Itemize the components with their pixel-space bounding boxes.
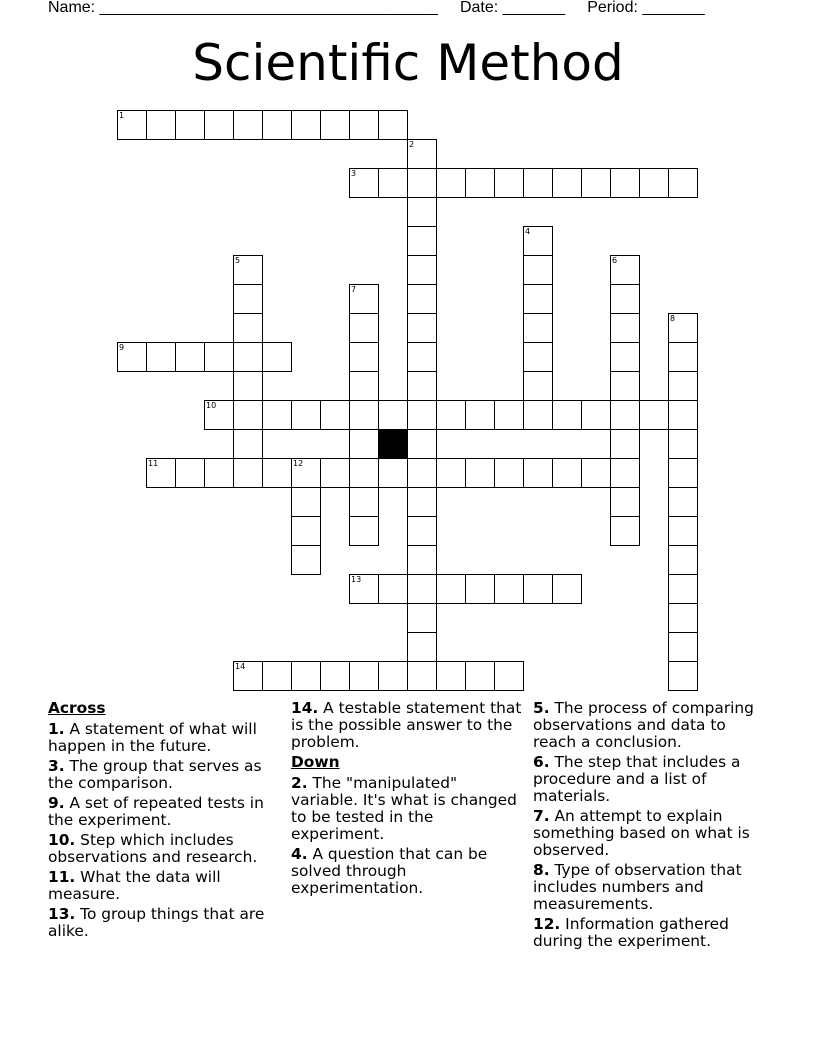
grid-cell[interactable] (552, 168, 582, 198)
grid-cell[interactable] (436, 574, 466, 604)
down-heading: Down (291, 753, 340, 771)
clue-down-4 (291, 846, 527, 897)
grid-cell[interactable] (610, 487, 640, 517)
grid-cell[interactable] (668, 487, 698, 517)
grid-cell[interactable] (407, 284, 437, 314)
cell-clue-number: 7 (351, 285, 357, 294)
grid-cell[interactable] (407, 545, 437, 575)
grid-cell[interactable] (668, 661, 698, 691)
grid-cell[interactable] (668, 429, 698, 459)
grid-cell[interactable] (523, 226, 553, 256)
clue-number: 14. (291, 699, 319, 717)
cell-clue-number: 3 (351, 169, 357, 178)
clue-down-12 (533, 916, 773, 950)
grid-cell[interactable] (146, 342, 176, 372)
grid-cell[interactable] (407, 458, 437, 488)
grid-cell[interactable] (610, 429, 640, 459)
grid-cell[interactable] (465, 661, 495, 691)
grid-cell[interactable] (610, 516, 640, 546)
grid-cell[interactable] (407, 487, 437, 517)
clue-number: 1. (48, 720, 65, 738)
grid-cell[interactable] (465, 458, 495, 488)
grid-cell[interactable] (668, 371, 698, 401)
grid-cell[interactable] (175, 110, 205, 140)
grid-cell[interactable] (436, 168, 466, 198)
clue-down-6 (533, 754, 773, 805)
blocked-cell (378, 429, 408, 459)
grid-cell[interactable] (349, 168, 379, 198)
clues-column-1 (48, 700, 280, 943)
grid-cell[interactable] (610, 371, 640, 401)
grid-cell[interactable] (291, 661, 321, 691)
grid-cell[interactable] (117, 342, 147, 372)
cell-clue-number: 5 (235, 256, 241, 265)
grid-cell[interactable] (407, 255, 437, 285)
grid-cell[interactable] (233, 342, 263, 372)
grid-cell[interactable] (349, 313, 379, 343)
cell-clue-number: 14 (235, 662, 246, 671)
grid-cell[interactable] (407, 139, 437, 169)
clue-text: Type of observation that includes numbers and measurements. (533, 861, 742, 913)
clue-number: 8. (533, 861, 550, 879)
clue-text: To group things that are alike. (48, 905, 265, 940)
grid-cell[interactable] (117, 110, 147, 140)
clue-across-10 (48, 832, 280, 866)
clue-text: Step which includes observations and research. (48, 831, 258, 866)
clue-text: The step that includes a procedure and a list of materials. (533, 753, 741, 805)
grid-cell[interactable] (610, 168, 640, 198)
cell-clue-number: 13 (351, 575, 362, 584)
grid-cell[interactable] (349, 284, 379, 314)
grid-cell[interactable] (262, 458, 292, 488)
grid-cell[interactable] (378, 458, 408, 488)
grid-cell[interactable] (320, 110, 350, 140)
grid-cell[interactable] (668, 603, 698, 633)
grid-cell[interactable] (233, 400, 263, 430)
clue-number: 10. (48, 831, 76, 849)
clue-number: 13. (48, 905, 76, 923)
grid-cell[interactable] (407, 168, 437, 198)
clues-column-2 (291, 700, 527, 900)
grid-cell[interactable] (668, 574, 698, 604)
grid-cell[interactable] (523, 342, 553, 372)
grid-cell[interactable] (581, 458, 611, 488)
grid-cell[interactable] (407, 603, 437, 633)
clue-number: 5. (533, 699, 550, 717)
grid-cell[interactable] (668, 632, 698, 662)
clue-across-1 (48, 721, 280, 755)
grid-cell[interactable] (465, 400, 495, 430)
grid-cell[interactable] (407, 371, 437, 401)
grid-cell[interactable] (291, 400, 321, 430)
grid-cell[interactable] (233, 110, 263, 140)
grid-cell[interactable] (610, 255, 640, 285)
clue-text: What the data will measure. (48, 868, 221, 903)
page-title: Scientific Method (192, 34, 624, 92)
grid-cell[interactable] (494, 400, 524, 430)
clue-text: The "manipulated" variable. It's what is changed to be tested in the experiment. (291, 774, 517, 843)
grid-cell[interactable] (378, 168, 408, 198)
cell-clue-number: 9 (119, 343, 125, 352)
grid-cell[interactable] (465, 168, 495, 198)
grid-cell[interactable] (175, 342, 205, 372)
grid-cell[interactable] (407, 429, 437, 459)
cell-clue-number: 6 (612, 256, 618, 265)
grid-cell[interactable] (320, 661, 350, 691)
name-blank[interactable]: ______________________________________ (99, 0, 438, 16)
grid-cell[interactable] (233, 313, 263, 343)
grid-cell[interactable] (610, 313, 640, 343)
grid-cell[interactable] (407, 516, 437, 546)
grid-cell[interactable] (146, 458, 176, 488)
cell-clue-number: 2 (409, 140, 415, 149)
name-label: Name: (48, 0, 96, 16)
clue-down-8 (533, 862, 773, 913)
grid-cell[interactable] (407, 342, 437, 372)
grid-cell[interactable] (436, 661, 466, 691)
clues-column-3 (533, 700, 773, 953)
cell-clue-number: 8 (670, 314, 676, 323)
grid-cell[interactable] (610, 342, 640, 372)
grid-cell[interactable] (291, 545, 321, 575)
grid-cell[interactable] (349, 371, 379, 401)
clue-across-14 (291, 700, 527, 751)
clue-text: The process of comparing observations and data to reach a conclusion. (533, 699, 754, 751)
grid-cell[interactable] (378, 110, 408, 140)
grid-cell[interactable] (349, 400, 379, 430)
grid-cell[interactable] (233, 661, 263, 691)
grid-cell[interactable] (233, 255, 263, 285)
grid-cell[interactable] (552, 574, 582, 604)
across-heading: Across (48, 699, 106, 717)
date-label: Date: (459, 0, 499, 16)
grid-cell[interactable] (639, 168, 669, 198)
clue-number: 6. (533, 753, 550, 771)
grid-cell[interactable] (204, 342, 234, 372)
grid-cell[interactable] (175, 458, 205, 488)
clue-number: 12. (533, 915, 561, 933)
grid-cell[interactable] (668, 516, 698, 546)
grid-cell[interactable] (262, 400, 292, 430)
grid-cell[interactable] (262, 342, 292, 372)
grid-cell[interactable] (349, 574, 379, 604)
grid-cell[interactable] (668, 458, 698, 488)
grid-cell[interactable] (581, 168, 611, 198)
grid-cell[interactable] (639, 400, 669, 430)
grid-cell[interactable] (291, 516, 321, 546)
clue-across-13 (48, 906, 280, 940)
grid-cell[interactable] (668, 400, 698, 430)
grid-cell[interactable] (204, 458, 234, 488)
grid-cell[interactable] (552, 458, 582, 488)
grid-cell[interactable] (407, 574, 437, 604)
grid-cell[interactable] (204, 400, 234, 430)
grid-cell[interactable] (291, 487, 321, 517)
grid-cell[interactable] (610, 458, 640, 488)
grid-cell[interactable] (407, 632, 437, 662)
clue-text: A testable statement that is the possible answer to the problem. (291, 699, 522, 751)
grid-cell[interactable] (349, 516, 379, 546)
grid-cell[interactable] (465, 574, 495, 604)
clue-across-9 (48, 795, 280, 829)
grid-cell[interactable] (146, 110, 176, 140)
grid-cell[interactable] (523, 458, 553, 488)
grid-cell[interactable] (494, 168, 524, 198)
grid-cell[interactable] (494, 458, 524, 488)
grid-cell[interactable] (407, 661, 437, 691)
clue-down-5 (533, 700, 773, 751)
grid-cell[interactable] (320, 400, 350, 430)
grid-cell[interactable] (349, 661, 379, 691)
clue-text: A set of repeated tests in the experiment. (48, 794, 264, 829)
grid-cell[interactable] (407, 197, 437, 227)
cell-clue-number: 4 (525, 227, 531, 236)
grid-cell[interactable] (581, 400, 611, 430)
grid-cell[interactable] (407, 400, 437, 430)
period-label: Period: (587, 0, 638, 16)
grid-cell[interactable] (523, 284, 553, 314)
cell-clue-number: 10 (206, 401, 217, 410)
clue-text: A statement of what will happen in the future. (48, 720, 257, 755)
grid-cell[interactable] (436, 400, 466, 430)
grid-cell[interactable] (407, 226, 437, 256)
cell-clue-number: 12 (293, 459, 304, 468)
cell-clue-number: 1 (119, 111, 125, 120)
grid-cell[interactable] (668, 342, 698, 372)
grid-cell[interactable] (320, 458, 350, 488)
grid-cell[interactable] (233, 458, 263, 488)
grid-cell[interactable] (523, 313, 553, 343)
clue-number: 11. (48, 868, 76, 886)
grid-cell[interactable] (523, 255, 553, 285)
grid-cell[interactable] (204, 110, 234, 140)
grid-cell[interactable] (407, 313, 437, 343)
grid-cell[interactable] (610, 400, 640, 430)
grid-cell[interactable] (233, 371, 263, 401)
grid-cell[interactable] (378, 400, 408, 430)
grid-cell[interactable] (523, 168, 553, 198)
grid-cell[interactable] (378, 661, 408, 691)
clue-number: 9. (48, 794, 65, 812)
grid-cell[interactable] (668, 168, 698, 198)
clue-number: 4. (291, 845, 308, 863)
grid-cell[interactable] (552, 400, 582, 430)
cell-clue-number: 11 (148, 459, 159, 468)
grid-cell[interactable] (494, 574, 524, 604)
grid-cell[interactable] (378, 574, 408, 604)
clue-text: The group that serves as the comparison. (48, 757, 262, 792)
clue-text: A question that can be solved through experimentation. (291, 845, 488, 897)
clue-across-11 (48, 869, 280, 903)
clue-down-2 (291, 775, 527, 843)
grid-cell[interactable] (233, 284, 263, 314)
grid-cell[interactable] (523, 400, 553, 430)
grid-cell[interactable] (494, 661, 524, 691)
grid-cell[interactable] (349, 458, 379, 488)
grid-cell[interactable] (349, 342, 379, 372)
grid-cell[interactable] (291, 458, 321, 488)
date-blank[interactable]: _______ (502, 0, 565, 16)
grid-cell[interactable] (262, 661, 292, 691)
grid-cell[interactable] (523, 371, 553, 401)
clue-across-3 (48, 758, 280, 792)
clue-number: 2. (291, 774, 308, 792)
grid-cell[interactable] (668, 313, 698, 343)
grid-cell[interactable] (349, 110, 379, 140)
period-blank[interactable]: _______ (642, 0, 705, 16)
grid-cell[interactable] (262, 110, 292, 140)
grid-cell[interactable] (233, 429, 263, 459)
clue-text: Information gathered during the experiment. (533, 915, 729, 950)
clue-text: An attempt to explain something based on what is observed. (533, 807, 750, 859)
clue-number: 3. (48, 757, 65, 775)
grid-cell[interactable] (668, 545, 698, 575)
grid-cell[interactable] (523, 574, 553, 604)
clue-number: 7. (533, 807, 550, 825)
grid-cell[interactable] (610, 284, 640, 314)
grid-cell[interactable] (349, 487, 379, 517)
grid-cell[interactable] (436, 458, 466, 488)
clue-down-7 (533, 808, 773, 859)
grid-cell[interactable] (349, 429, 379, 459)
grid-cell[interactable] (291, 110, 321, 140)
